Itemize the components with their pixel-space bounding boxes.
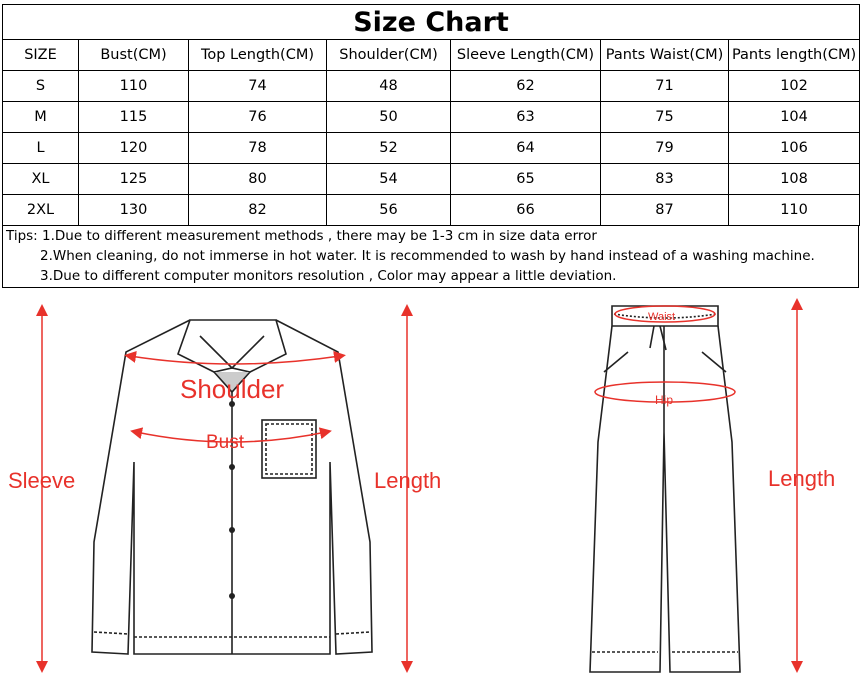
table-cell: 130 — [79, 195, 189, 226]
column-header: Bust(CM) — [79, 40, 189, 71]
pants-measure-lines — [595, 304, 797, 667]
column-header: Sleeve Length(CM) — [451, 40, 601, 71]
table-cell: 62 — [451, 71, 601, 102]
table-cell: 78 — [189, 133, 327, 164]
shoulder-arrow — [130, 356, 340, 364]
table-cell: 115 — [79, 102, 189, 133]
table-row — [3, 195, 860, 226]
table-cell: 87 — [601, 195, 729, 226]
tip-line: Tips: 1.Due to different measurement methods , there may be 1-3 cm in size data error — [6, 228, 597, 244]
table-cell: 80 — [189, 164, 327, 195]
table-cell: 56 — [327, 195, 451, 226]
column-header: Top Length(CM) — [189, 40, 327, 71]
table-cell: 71 — [601, 71, 729, 102]
waist-label: Waist — [648, 311, 676, 323]
table-row — [3, 71, 860, 102]
top-length-label: Length — [374, 468, 442, 493]
table-cell: XL — [3, 164, 79, 195]
table-cell: S — [3, 71, 79, 102]
shirt-drawing — [92, 320, 372, 654]
tip-line: 3.Due to different computer monitors resolution , Color may appear a little deviation. — [40, 268, 617, 284]
pants-length-label: Length — [768, 466, 836, 491]
column-header: Pants Waist(CM) — [601, 40, 729, 71]
table-cell: 108 — [729, 164, 860, 195]
table-cell: 106 — [729, 133, 860, 164]
table-cell: 102 — [729, 71, 860, 102]
column-header: SIZE — [3, 40, 79, 71]
shirt-measure-lines — [42, 310, 407, 667]
table-cell: 104 — [729, 102, 860, 133]
table-cell: L — [3, 133, 79, 164]
sleeve-label: Sleeve — [8, 468, 76, 493]
table-cell: 75 — [601, 102, 729, 133]
table-cell: 79 — [601, 133, 729, 164]
table-cell: 83 — [601, 164, 729, 195]
table-cell: 110 — [729, 195, 860, 226]
column-header: Pants length(CM) — [729, 40, 860, 71]
table-cell: M — [3, 102, 79, 133]
table-cell: 125 — [79, 164, 189, 195]
shoulder-label: Shoulder — [180, 374, 285, 404]
header-row — [3, 40, 860, 71]
table-cell: 63 — [451, 102, 601, 133]
table-row — [3, 133, 860, 164]
column-header: Shoulder(CM) — [327, 40, 451, 71]
table-cell: 82 — [189, 195, 327, 226]
table-cell: 65 — [451, 164, 601, 195]
size-table — [2, 4, 860, 226]
table-cell: 110 — [79, 71, 189, 102]
table-row — [3, 102, 860, 133]
table-row — [3, 164, 860, 195]
tip-line: 2.When cleaning, do not immerse in hot water. It is recommended to wash by hand instead of a washing machine. — [40, 248, 815, 264]
table-cell: 52 — [327, 133, 451, 164]
garment-illustration — [0, 292, 862, 681]
pants-drawing — [590, 306, 740, 672]
table-cell: 76 — [189, 102, 327, 133]
table-cell: 50 — [327, 102, 451, 133]
table-cell: 2XL — [3, 195, 79, 226]
chart-title: Size Chart — [3, 5, 860, 40]
size-chart — [2, 4, 859, 226]
table-cell: 66 — [451, 195, 601, 226]
table-cell: 64 — [451, 133, 601, 164]
table-cell: 48 — [327, 71, 451, 102]
bust-label: Bust — [206, 432, 245, 453]
table-cell: 74 — [189, 71, 327, 102]
hip-label: Hip — [655, 393, 674, 407]
tips-box — [2, 226, 859, 288]
table-cell: 54 — [327, 164, 451, 195]
table-cell: 120 — [79, 133, 189, 164]
